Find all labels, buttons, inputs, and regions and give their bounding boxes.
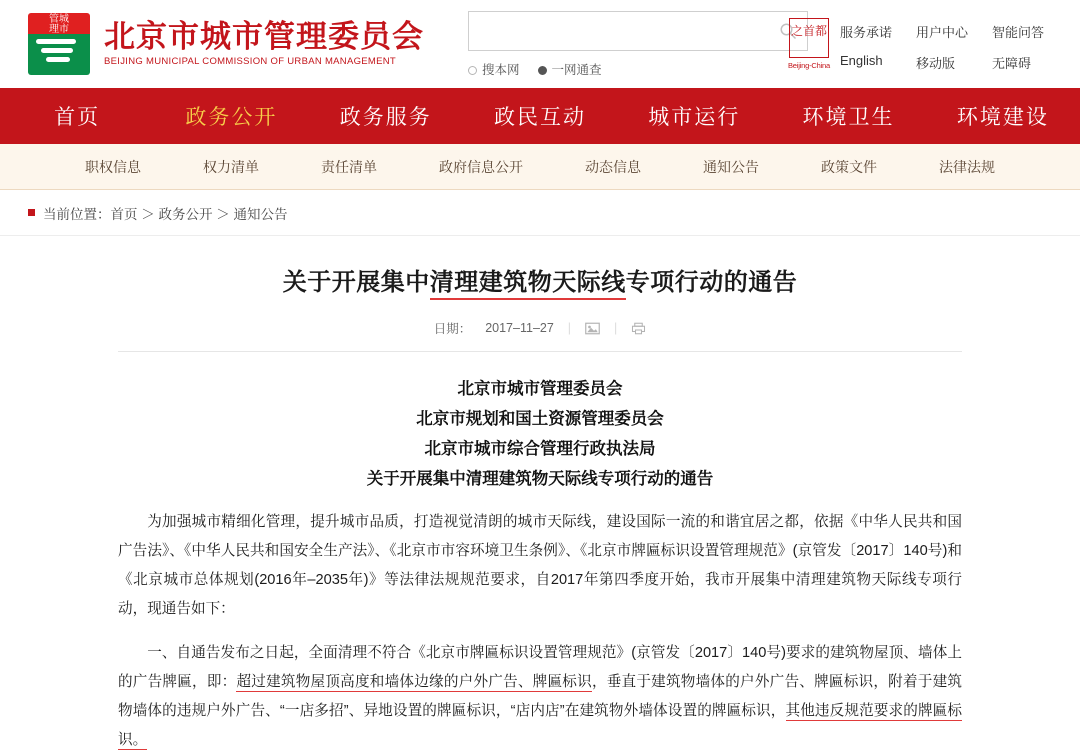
logo-badge-line1: 管城 — [49, 14, 69, 25]
search-input[interactable] — [479, 12, 779, 50]
subnav-item-gov-info-disclosure[interactable]: 政府信息公开 — [439, 158, 523, 175]
article-date-label: 日期： — [433, 322, 472, 336]
logo-title-en: BEIJING MUNICIPAL COMMISSION OF URBAN MANAGEMENT — [104, 56, 397, 67]
seal-text: 之首都 — [789, 18, 829, 58]
logo-badge-line2: 理市 — [49, 24, 69, 35]
breadcrumb-prefix: 当前位置： — [43, 206, 111, 222]
doc-heading-line-4: 关于开展集中清理建筑物天际线专项行动的通告 — [366, 470, 714, 488]
meta-divider-2: | — [614, 321, 618, 335]
seal-caption: Beijing-China — [787, 61, 830, 70]
site-header — [0, 0, 1080, 88]
doc-heading-line-3: 北京市城市综合管理行政执法局 — [424, 440, 656, 458]
header-link-accessibility[interactable]: 无障碍 — [992, 56, 1032, 71]
subnav-item-notices[interactable]: 通知公告 — [703, 158, 759, 175]
breadcrumb — [0, 190, 1080, 236]
header-link-user-center[interactable]: 用户中心 — [916, 25, 969, 40]
subnav-item-authority-info[interactable]: 职权信息 — [85, 158, 141, 175]
search-scope-label-all: 一网通查 — [551, 62, 602, 77]
article-paragraph-1: 为加强城市精细化管理，提升城市品质，打造视觉清朗的城市天际线，建设国际一流的和谐宜居之都，依据《中华人民共和国广告法》、《中华人民共和国安全生产法》、《北京市市容环境卫生条例》、《北京市牌匾标识设置管理规范》(京管发〔2017〕140号)和《北京城市总体规划(2016年–2035年)》等法律法规规范要求，自2017年第四季度开始，我市开展集中清理建筑物天际线专项行动，现通告如下： — [118, 514, 962, 617]
article — [0, 236, 1080, 755]
subnav-item-dynamic-info[interactable]: 动态信息 — [585, 158, 641, 175]
subnav-item-duty-list[interactable]: 责任清单 — [321, 158, 377, 175]
article-date-value: 2017–11–27 — [485, 321, 554, 335]
paragraph-2-highlight-1: 超过建筑物屋顶高度和墙体边缘的户外广告、牌匾标识 — [236, 673, 592, 690]
search-box[interactable] — [468, 11, 808, 51]
site-logo[interactable] — [28, 13, 424, 75]
image-icon[interactable] — [585, 322, 600, 335]
header-link-english[interactable]: English — [840, 53, 883, 68]
breadcrumb-marker-icon — [28, 209, 35, 216]
nav-item-home[interactable]: 首页 — [54, 106, 101, 129]
paragraph-2-lead: 一、自通告发布之日起，全面清理不符合《北京市牌匾标识设置管理规范》(京管发〔2017〕140号)要求的建筑物屋顶、墙体上的广告牌匾，即： — [118, 644, 962, 690]
search-area — [468, 11, 808, 78]
search-scope-options — [468, 60, 808, 78]
header-links — [840, 22, 1072, 72]
nav-item-city-operation[interactable]: 城市运行 — [648, 106, 741, 129]
nav-item-environmental-construction[interactable]: 环境建设 — [956, 106, 1049, 129]
header-link-mobile[interactable]: 移动版 — [916, 56, 956, 71]
subnav-item-laws[interactable]: 法律法规 — [939, 158, 995, 175]
doc-heading-line-2: 北京市规划和国土资源管理委员会 — [416, 410, 664, 428]
nav-item-government-services[interactable]: 政务服务 — [339, 106, 432, 129]
nav-item-environmental-sanitation[interactable]: 环境卫生 — [802, 106, 895, 129]
main-nav — [0, 88, 1080, 144]
document-heading — [118, 374, 962, 494]
breadcrumb-path[interactable]: 首页 ＞ 政务公开 ＞ 通知公告 — [110, 206, 288, 222]
search-scope-option-all[interactable] — [538, 60, 602, 78]
article-paragraph-2 — [118, 639, 962, 755]
search-scope-option-site[interactable] — [468, 60, 520, 78]
meta-divider: | — [567, 321, 572, 335]
sub-nav — [0, 144, 1080, 190]
nav-item-government-affairs[interactable]: 政务公开 — [185, 106, 278, 129]
paragraph-2-mid: ，垂直于建筑物墙体的户外广告、牌匾标识，附着于建筑物墙体的违规户外广告、“一店多招”、异地设置的牌匾标识，“店内店”在建筑物外墙体设置的牌匾标识， — [118, 673, 962, 719]
beijing-china-seal[interactable] — [786, 18, 832, 70]
nav-item-public-interaction[interactable]: 政民互动 — [493, 106, 586, 129]
page-title-part3: 专项行动的通告 — [625, 269, 798, 296]
header-link-smart-qa[interactable]: 智能问答 — [992, 25, 1045, 40]
logo-emblem-icon — [28, 13, 90, 75]
page-title-part1: 关于开展集中 — [282, 269, 430, 296]
header-link-service-promise[interactable]: 服务承诺 — [840, 25, 893, 40]
logo-title-cn: 北京市城市管理委员会 — [104, 19, 424, 54]
search-scope-label-site: 搜本网 — [482, 62, 520, 77]
page-title — [118, 262, 962, 297]
article-meta — [118, 319, 962, 352]
printer-icon[interactable] — [631, 322, 646, 335]
paragraph-2-highlight-2: 其他违反规范要求的牌匾标识。 — [118, 702, 962, 748]
subnav-item-policy-docs[interactable]: 政策文件 — [821, 158, 877, 175]
doc-heading-line-1: 北京市城市管理委员会 — [457, 380, 623, 398]
page-title-highlight: 清理建筑物天际线 — [430, 269, 626, 300]
subnav-item-power-list[interactable]: 权力清单 — [203, 158, 259, 175]
